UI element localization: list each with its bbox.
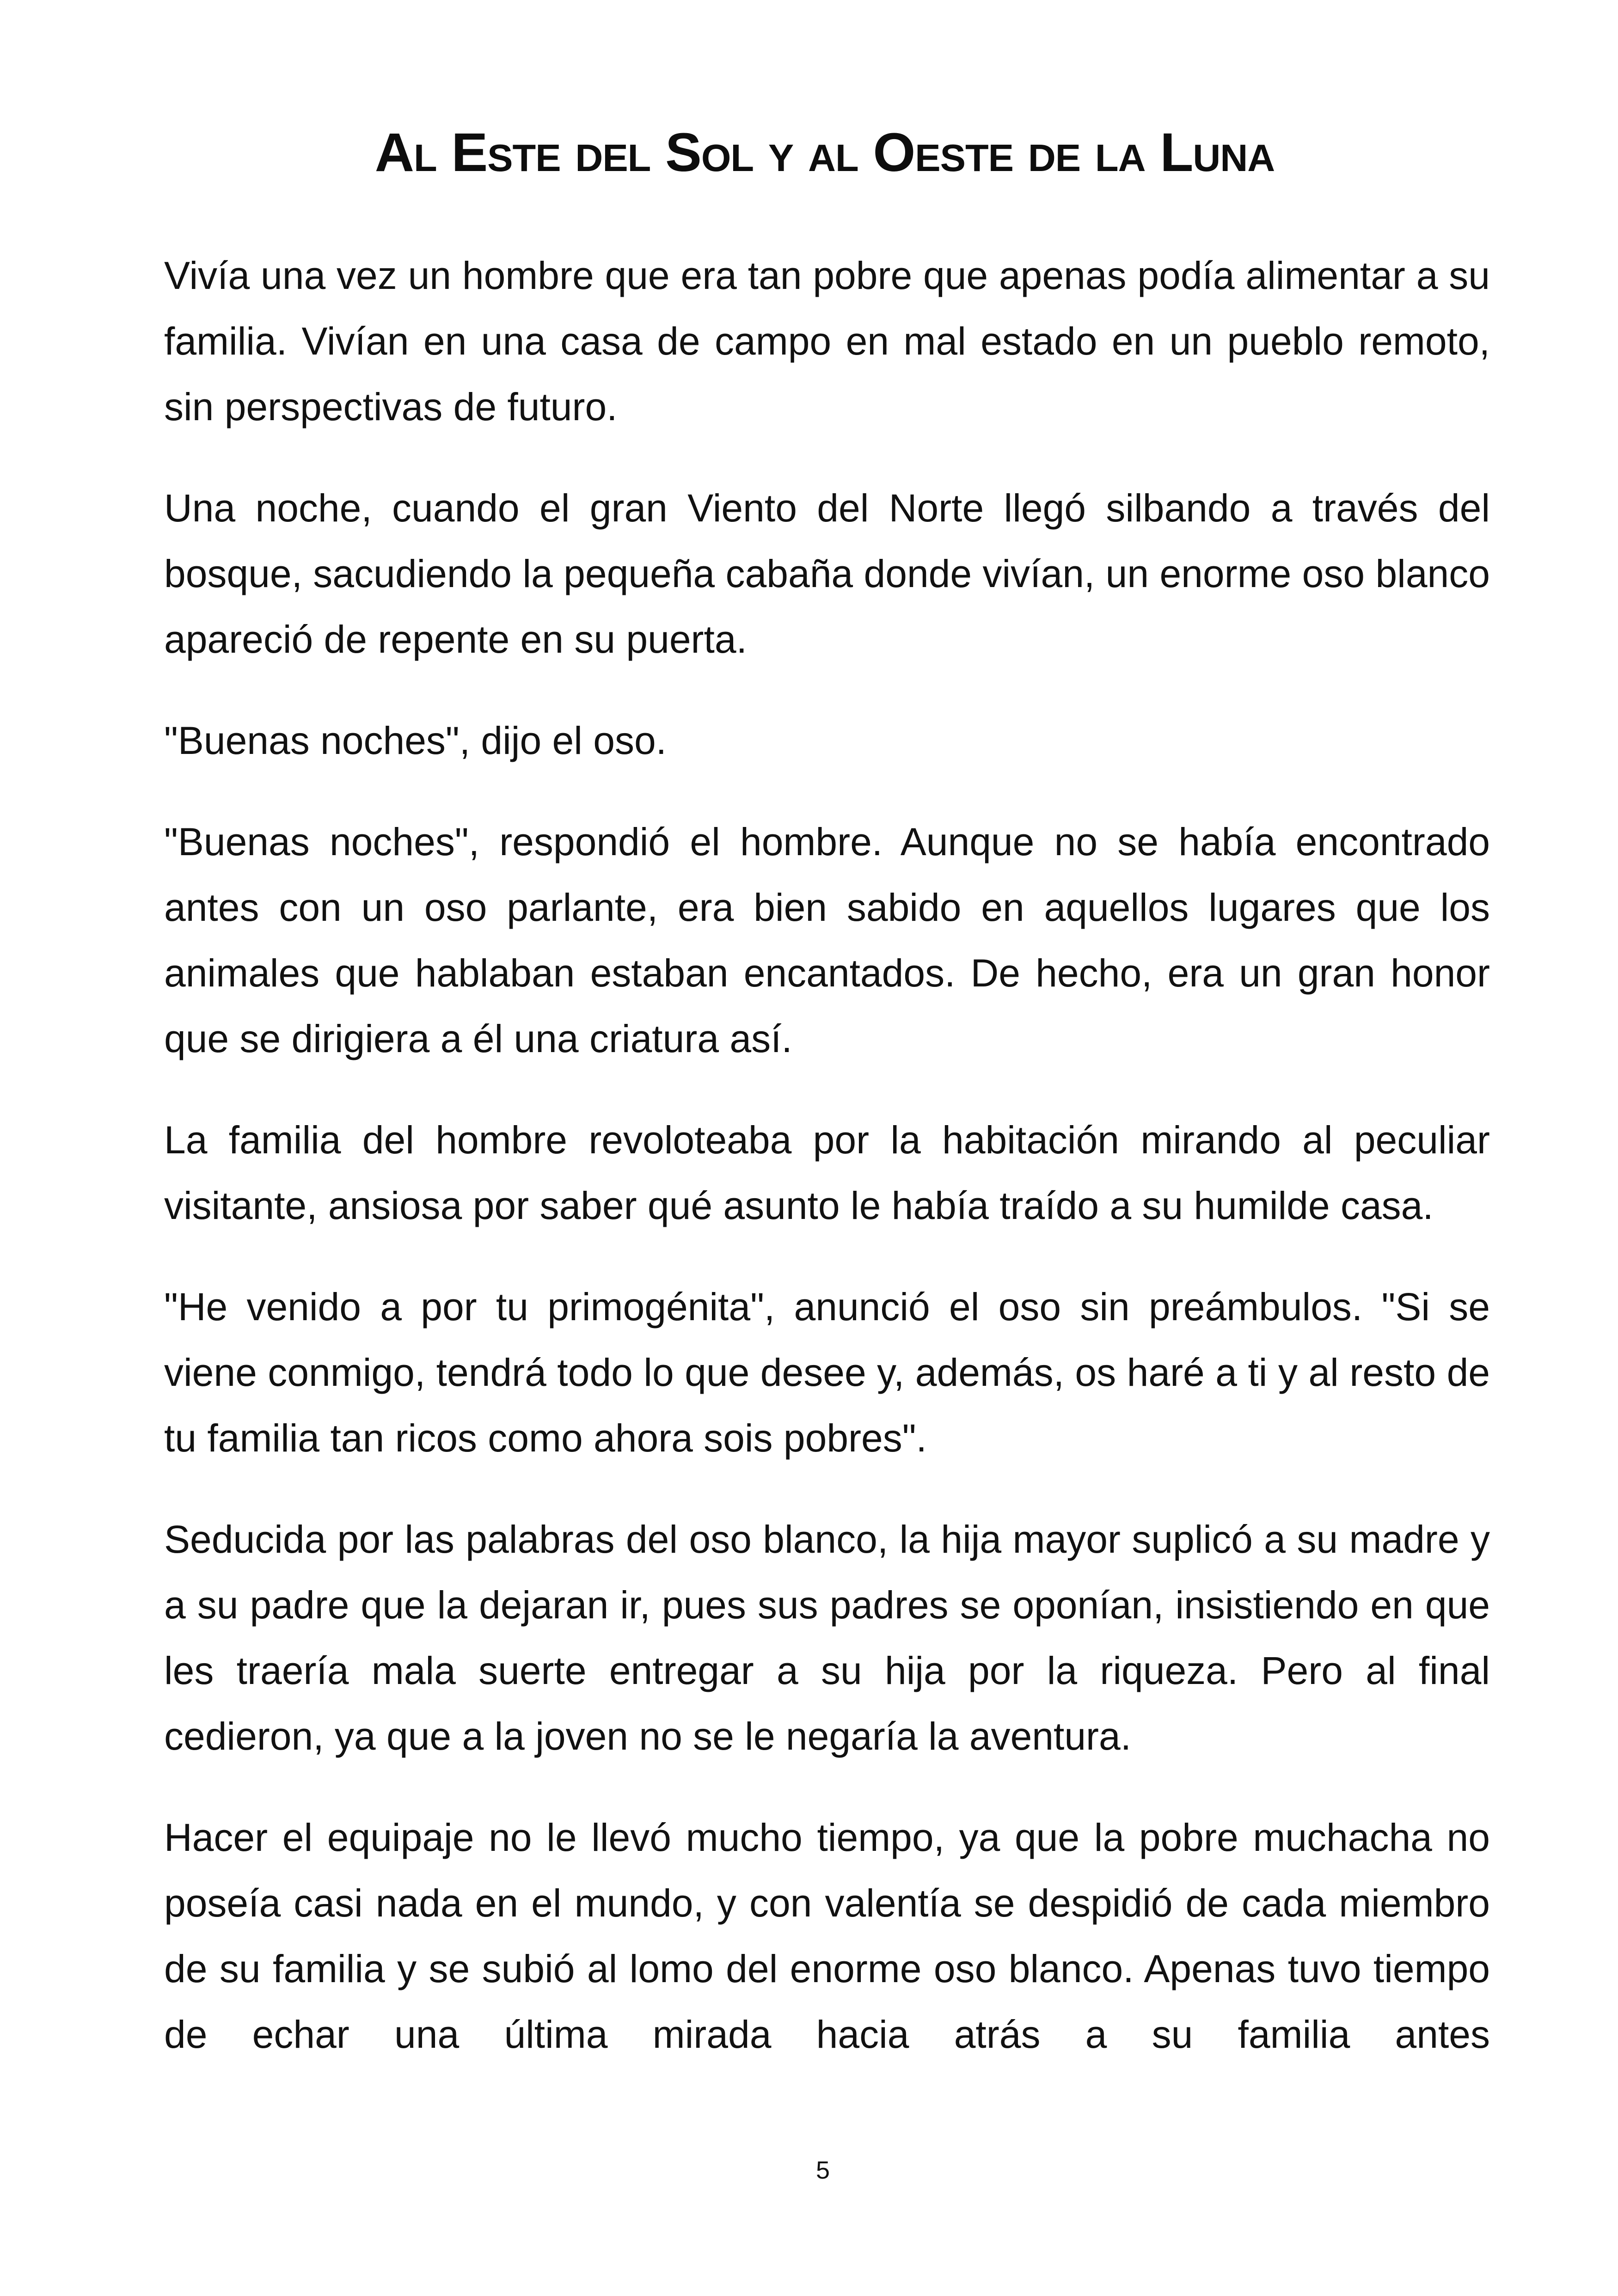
page-title: Al Este del Sol y al Oeste de la Luna (374, 122, 1275, 183)
paragraph-5: La familia del hombre revoloteaba por la habitación mirando al peculiar visitante, ansiosa por saber qué asunto le había traído a su humilde casa. (164, 1118, 1490, 1227)
story-body (164, 243, 1490, 2067)
paragraph-2: Una noche, cuando el gran Viento del Norte llegó silbando a través del bosque, sacudiendo la pequeña cabaña donde vivían, un enorme oso blanco apareció de repente en su puerta. (164, 486, 1490, 661)
paragraph-8: Hacer el equipaje no le llevó mucho tiempo, ya que la pobre muchacha no poseía casi nada en el mundo, y con valentía se despidió de cada miembro de su familia y se subió al lomo del enorme oso blanco. Apenas tuvo tiempo de echar una última mirada hacia atrás a su familia antes (164, 1816, 1490, 2056)
paragraph-3: "Buenas noches", dijo el oso. (164, 719, 667, 762)
paragraph-7: Seducida por las palabras del oso blanco, la hija mayor suplicó a su madre y a su padre que la dejaran ir, pues sus padres se oponían, insistiendo en que les traería mala suerte entregar a su hija por la riqueza. Pero al final cedieron, ya que a la joven no se le negaría la aventura. (164, 1518, 1490, 1758)
page-number: 5 (815, 2156, 830, 2184)
paragraph-1: Vivía una vez un hombre que era tan pobre que apenas podía alimentar a su familia. Vivían en una casa de campo en mal estado en un pueblo remoto, sin perspectivas de futuro. (164, 254, 1490, 429)
paragraph-6: "He venido a por tu primogénita", anunció el oso sin preámbulos. "Si se viene conmigo, tendrá todo lo que desee y, además, os haré a ti y al resto de tu familia tan ricos como ahora sois pobres". (164, 1285, 1490, 1460)
paragraph-4: "Buenas noches", respondió el hombre. Aunque no se había encontrado antes con un oso parlante, era bien sabido en aquellos lugares que los animales que hablaban estaban encantados. De hecho, era un gran honor que se dirigiera a él una criatura así. (164, 820, 1490, 1060)
